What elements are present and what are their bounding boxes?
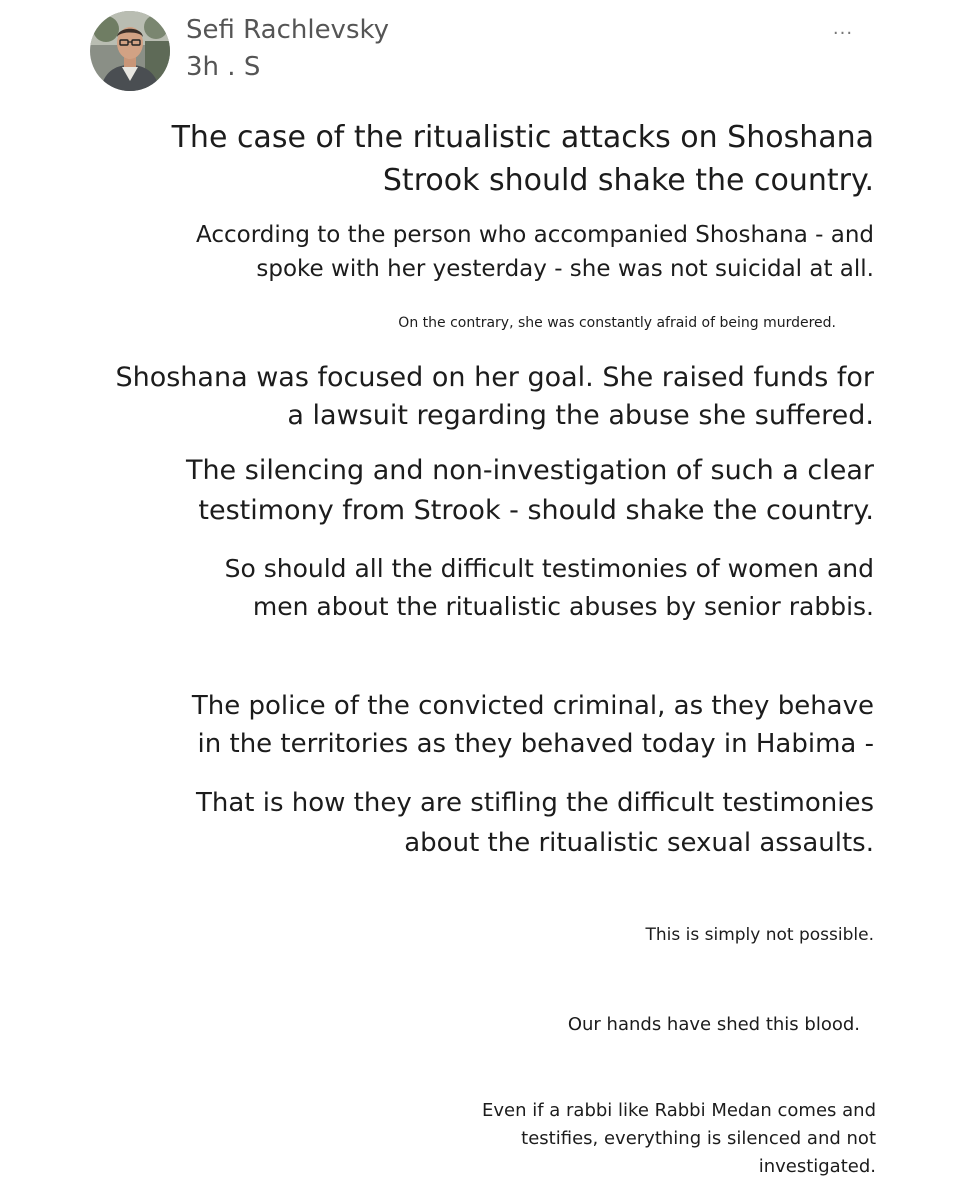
post-paragraph: That is how they are stifling the difficult testimonies about the ritualistic sexual assaults. — [195, 788, 874, 858]
post-paragraph: The case of the ritualistic attacks on Shoshana Strook should shake the country. — [171, 120, 874, 198]
avatar[interactable] — [90, 11, 170, 91]
post-paragraph: Shoshana was focused on her goal. She raised funds for a lawsuit regarding the abuse she suffered. — [115, 362, 874, 431]
post-timestamp: 3h . S — [186, 52, 261, 82]
post-paragraph: This is simply not possible. — [645, 925, 874, 945]
post-paragraph: So should all the difficult testimonies of women and men about the ritualistic abuses by senior rabbis. — [224, 554, 874, 621]
author-photo-icon — [90, 11, 170, 91]
post-header — [0, 0, 960, 100]
post-paragraph: On the contrary, she was constantly afraid of being murdered. — [398, 315, 836, 331]
post-paragraph: Even if a rabbi like Rabbi Medan comes and testifies, everything is silenced and not investigated. — [481, 1100, 876, 1177]
author-name[interactable]: Sefi Rachlevsky — [186, 15, 390, 45]
post-paragraph: The silencing and non-investigation of such a clear testimony from Strook - should shake the country. — [185, 455, 874, 526]
post-paragraph: According to the person who accompanied Shoshana - and spoke with her yesterday - she was not suicidal at all. — [196, 222, 874, 282]
post-paragraph: The police of the convicted criminal, as they behave in the territories as they behaved today in Habima - — [191, 691, 874, 759]
post-paragraph: Our hands have shed this blood. — [567, 1014, 860, 1035]
more-options-button[interactable]: ... — [832, 18, 854, 39]
